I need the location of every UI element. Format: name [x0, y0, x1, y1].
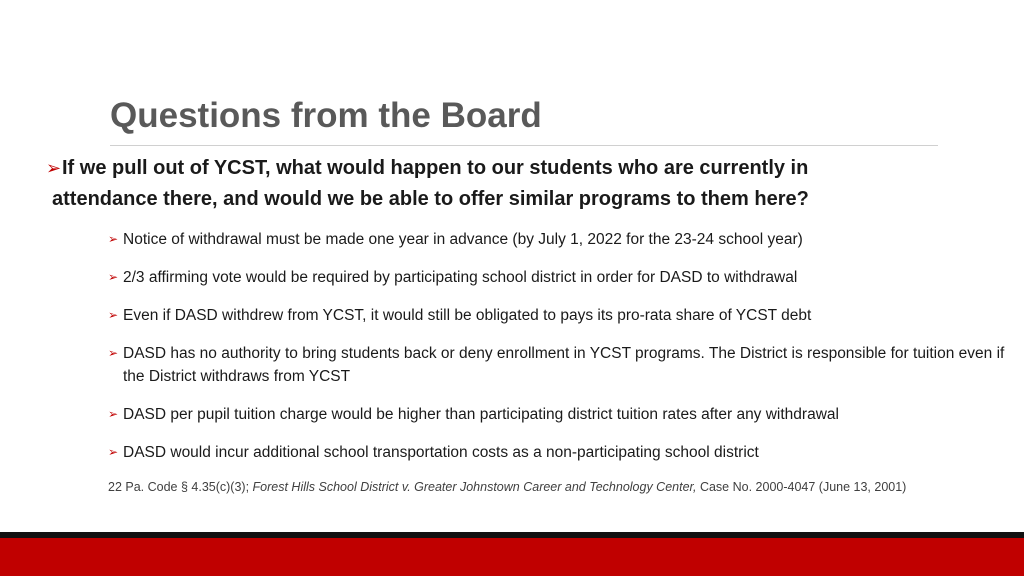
- bullet-text: 2/3 affirming vote would be required by participating school district in order for DASD to withdrawal: [123, 269, 798, 286]
- bullet-text: Even if DASD withdrew from YCST, it would still be obligated to pays its pro-rata share of YCST debt: [123, 307, 812, 324]
- bullet-text: DASD would incur additional school transportation costs as a non-participating school district: [123, 444, 759, 461]
- question-text-line-1: If we pull out of YCST, what would happen to our students who are currently in: [62, 157, 809, 179]
- arrow-bullet-icon: ➢: [46, 158, 62, 178]
- citation-suffix: Case No. 2000-4047 (June 13, 2001): [696, 480, 907, 494]
- arrow-bullet-icon: ➢: [108, 445, 119, 459]
- list-item: [108, 441, 1008, 464]
- bullet-text: DASD per pupil tuition charge would be higher than participating district tuition rates after any withdrawal: [123, 406, 839, 423]
- question-text-line-2: attendance there, and would we be able to offer similar programs to them here?: [52, 188, 809, 210]
- title-divider: [110, 145, 938, 146]
- citation-case-name: Forest Hills School District v. Greater Johnstown Career and Technology Center,: [252, 480, 697, 494]
- list-item: [108, 266, 1008, 289]
- arrow-bullet-icon: ➢: [108, 232, 119, 246]
- citation-prefix: 22 Pa. Code § 4.35(c)(3);: [108, 480, 253, 494]
- list-item: [108, 342, 1008, 388]
- list-item: [108, 403, 1008, 426]
- footer-red-band: [0, 538, 1024, 576]
- board-question: [46, 153, 946, 215]
- legal-citation: [108, 480, 906, 494]
- arrow-bullet-icon: ➢: [108, 346, 119, 360]
- arrow-bullet-icon: ➢: [108, 270, 119, 284]
- answer-bullet-list: [108, 228, 1008, 479]
- bullet-text: Notice of withdrawal must be made one year in advance (by July 1, 2022 for the 23-24 school year): [123, 231, 803, 248]
- bullet-text: DASD has no authority to bring students back or deny enrollment in YCST programs. The District is responsible for tuition even if the District withdraws from YCST: [123, 345, 1005, 385]
- list-item: [108, 304, 1008, 327]
- arrow-bullet-icon: ➢: [108, 308, 119, 322]
- list-item: [108, 228, 1008, 251]
- question-line-1: [46, 153, 946, 184]
- arrow-bullet-icon: ➢: [108, 407, 119, 421]
- slide-title: Questions from the Board: [110, 96, 542, 135]
